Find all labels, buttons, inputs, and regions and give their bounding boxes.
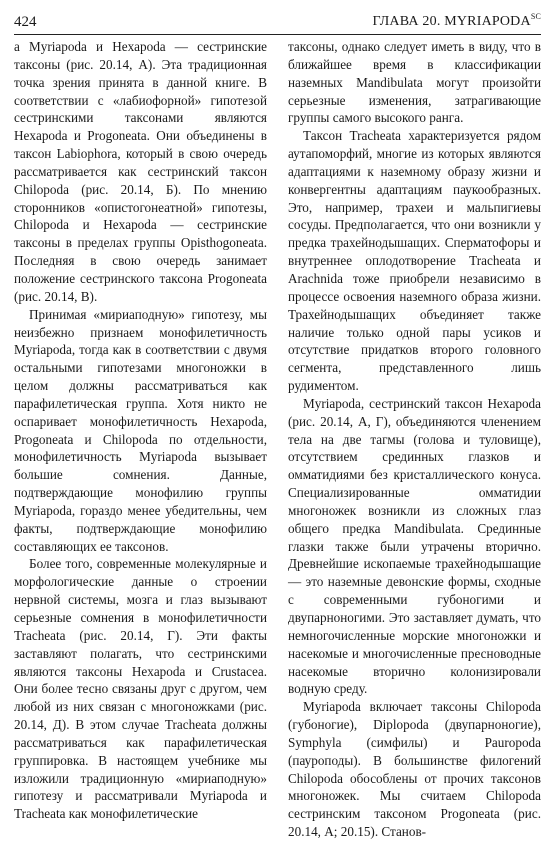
paragraph: Таксон Tracheata характеризуется рядом аутапоморфий, многие из которых являются адаптациями к наземному образу жизни и конвергентны адаптациям паукообразных. Это, например, трахеи и мальпигиевы сосуды. Предполагается, что они возникли у предка трахейнодышащих. Сперматофоры и внутреннее оплодотворение Tracheata и Arachnida тоже приобрели независимо в процессе освоения наземного образа жизни. Трахейнодышащих объединяет также наличие только одной пары усиков и отсутствие придатков второго головного сегмента, представленного лишь рудиментом. <box>288 128 541 394</box>
left-column <box>14 38 267 856</box>
paragraph: Более того, современные молекулярные и морфологические данные о строении нервной системы, мозга и глаз вызывают серьезные сомнения в монофилетичности Tracheata (рис. 20.14, Г). Эти факты заставляют полагать, что сестринскими являются таксоны Hexapoda и Crustacea. Они более тесно связаны друг с другом, чем любой из них связан с многоножками (рис. 20.14, Д). В этом случае Tracheata должны рассматриваться как парафилетическая группировка. В настоящем учебнике мы изложили традиционную «мириаподную» гипотезу и рассматривали Myriapoda и Tracheata как монофилетические <box>14 556 267 822</box>
paragraph: таксоны, однако следует иметь в виду, что в ближайшее время в классификации наземных Mandibulata могут произойти серьезные изменения, затрагивающие группы самого высокого ранга. <box>288 39 541 126</box>
page-number: 424 <box>14 14 37 30</box>
paragraph: а Myriapoda и Hexapoda — сестринские таксоны (рис. 20.14, А). Эта традиционная точка зрения принята в данной книге. В соответствии с «лабиофорной» гипотезой сестринскими таксонами являются Hexapoda и Progoneata. Они объединены в таксон Labiophora, который в свою очередь рассматривается как сестринский таксон Chilopoda (рис. 20.14, Б). По мнению сторонников «опистогонеатной» гипотезы, Chilopoda и Hexapoda — сестринские таксоны в пределах группы Opisthogoneata. Последняя в свою очередь занимает положение сестринского таксона Progoneata (рис. 20.14, В). <box>14 39 267 304</box>
chapter-superscript: SC <box>530 12 541 21</box>
right-column <box>288 38 541 856</box>
paragraph: Myriapoda включает таксоны Chilopoda (губоногие), Diplopoda (двупарноногие), Symphyla (симфилы) и Pauropoda (пауроподы). В большинстве филогений Chilopoda обособлены от прочих таксонов многоножек. Мы считаем Chilopoda сестринским таксоном Progoneata (рис. 20.14, А; 20.15). Станов- <box>288 699 541 840</box>
page-header <box>14 12 541 35</box>
paragraph: Myriapoda, сестринский таксон Hexapoda (рис. 20.14, А, Г), объединяются членением тела на две тагмы (голова и туловище), отсутствием срединных глазков и омматидиями без кристаллического конуса. Специализированные омматидии многоножек возникли из сложных глаз общего предка Mandibulata. Срединные глазки также были утрачены вторично. Древнейшие ископаемые трахейнодышащие — это наземные девонские формы, сходные с современными губоногими и двупарноногими. Это заставляет думать, что немногочисленные морские многоножки и насекомые и многочисленные пресноводные насекомые вторично колонизировали водную среду. <box>288 395 541 697</box>
paragraph: Принимая «мириаподную» гипотезу, мы неизбежно признаем монофилетичность Myriapoda, тогда как в соответствии с двумя остальными гипотезами многоножки в целом должны рассматриваться как парафилетическая группа. Хотя никто не оспаривает монофилетичность Hexapoda, Progoneata и Chilopoda по отдельности, монофилетичность Myriapoda вызывает большие сомнения. Данные, подтверждающие монофилию группы Myriapoda, гораздо менее убедительны, чем факты, подтверждающие монофилию составляющих ее таксонов. <box>14 306 267 554</box>
chapter-title: ГЛАВА 20. MYRIAPODA <box>372 14 531 29</box>
running-head <box>373 14 542 30</box>
